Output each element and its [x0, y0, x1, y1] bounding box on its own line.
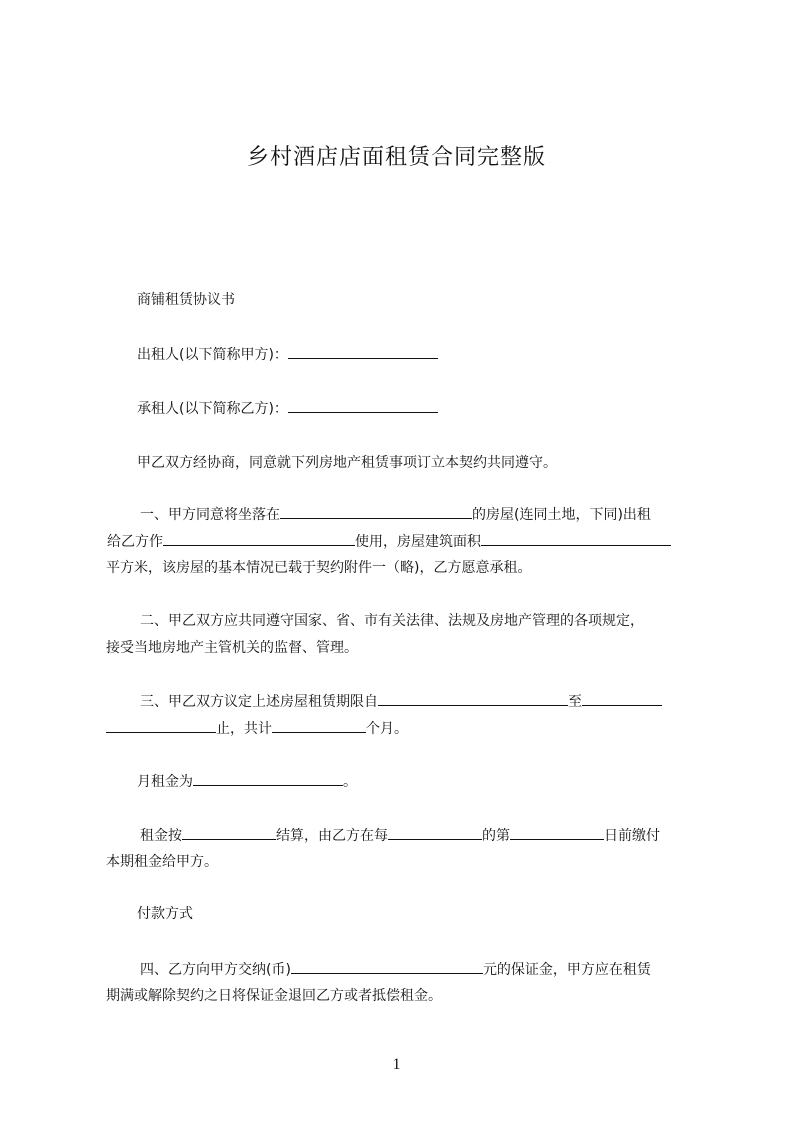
lessee-line	[137, 400, 737, 417]
payment-text-b: 结算，由乙方在每	[276, 828, 388, 844]
document-title: 乡村酒店店面租赁合同完整版	[246, 145, 546, 170]
location-blank[interactable]	[280, 506, 472, 519]
clause-1-text-b: 的房屋(连同土地，下同)出租	[472, 507, 651, 523]
agreement-heading: 商铺租赁协议书	[137, 292, 235, 308]
clause-1-text-d: 使用，房屋建筑面积	[355, 534, 481, 550]
clause-4-line-2: 期满或解除契约之日将保证金退回乙方或者抵偿租金。	[106, 988, 442, 1004]
lessor-label: 出租人(以下简称甲方)：	[137, 347, 288, 363]
clause-3-text-d: 个月。	[366, 721, 408, 737]
clause-4-text-b: 元的保证金，甲方应在租赁	[482, 962, 651, 978]
clause-2-line-2: 接受当地房地产主管机关的监督、管理。	[106, 640, 358, 656]
clause-1-line-3: 平方米，该房屋的基本情况已载于契约附件一（略)，乙方愿意承租。	[106, 560, 532, 576]
lessor-line	[137, 346, 737, 363]
area-blank[interactable]	[481, 533, 671, 546]
clause-3-text-c: 止，共计	[216, 721, 272, 737]
deposit-blank[interactable]	[291, 961, 483, 974]
lessee-label: 承租人(以下简称乙方)：	[137, 401, 288, 417]
day-blank[interactable]	[510, 827, 604, 840]
clause-3-text-a: 三、甲乙双方议定上述房屋租赁期限自	[140, 694, 378, 710]
payment-text-a: 租金按	[140, 828, 182, 844]
monthly-rent-label: 月租金为	[137, 774, 193, 790]
clause-3-text-b: 至	[568, 694, 582, 710]
clause-1-text-c: 给乙方作	[107, 534, 163, 550]
payment-line-1	[140, 827, 740, 844]
payment-text-c: 的第	[482, 828, 510, 844]
term-end-blank-a[interactable]	[582, 693, 662, 706]
clause-4-text-a: 四、乙方向甲方交纳(币)	[140, 962, 291, 978]
clause-3-line-1	[140, 693, 740, 710]
clause-2-line-1: 二、甲乙双方应共同遵守国家、省、市有关法律、法规及房地产管理的各项规定，	[140, 613, 644, 629]
clause-1-line-1	[140, 506, 740, 523]
monthly-rent-line	[137, 773, 737, 790]
lessee-blank[interactable]	[288, 400, 438, 413]
term-end-blank-b[interactable]	[106, 720, 216, 733]
clause-1-text-a: 一、甲方同意将坐落在	[140, 507, 280, 523]
payment-line-2: 本期租金给甲方。	[106, 854, 218, 870]
page-number: 1	[392, 1056, 401, 1073]
clause-3-line-2	[106, 720, 706, 737]
months-blank[interactable]	[272, 720, 366, 733]
payment-method-heading: 付款方式	[137, 906, 193, 922]
payment-text-d: 日前缴付	[604, 828, 660, 844]
usage-blank[interactable]	[163, 533, 355, 546]
clause-4-line-1	[140, 961, 740, 978]
lessor-blank[interactable]	[288, 346, 438, 359]
period-blank[interactable]	[388, 827, 482, 840]
monthly-rent-blank[interactable]	[193, 773, 343, 786]
term-start-blank[interactable]	[378, 693, 568, 706]
monthly-rent-end: 。	[343, 774, 357, 790]
settlement-blank[interactable]	[182, 827, 276, 840]
clause-1-line-2	[107, 533, 707, 550]
intro-paragraph: 甲乙双方经协商，同意就下列房地产租赁事项订立本契约共同遵守。	[137, 455, 557, 471]
